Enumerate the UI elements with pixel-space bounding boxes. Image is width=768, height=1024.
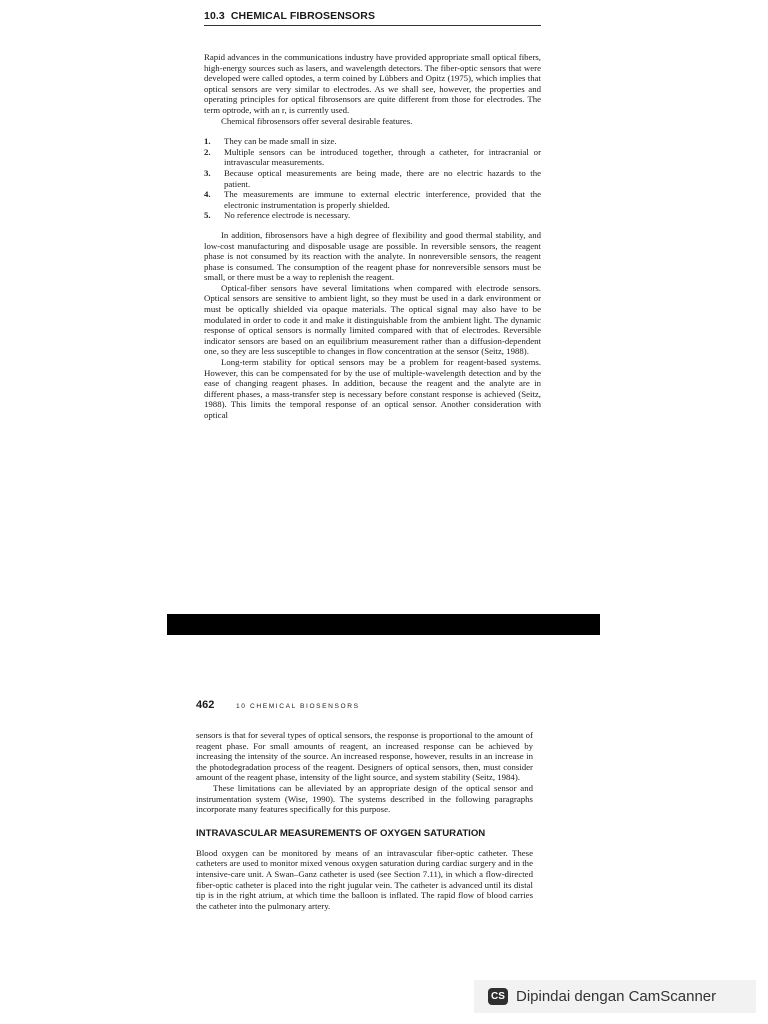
paragraph-alleviation: These limitations can be alleviated by an appropriate design of the optical sensor and instrumentation system (Wise, 1990). The systems described in the following paragraphs incorporate many features specifically for this purpose. <box>196 782 533 815</box>
camscanner-watermark <box>474 980 756 1013</box>
top-page <box>204 10 541 421</box>
features-list <box>204 136 541 221</box>
paragraph-limitations: Optical-fiber sensors have several limitations when compared with electrode sensors. Optical sensors are sensitive to ambient light, so they must be used in a dark environment or must be optically shielded via opaque materials. The optical signal may also have to be modulated in order to code it and make it distinguishable from the ambient light. The dynamic response of optical sensors is normally limited compared with that of electrodes. Reversible indicator sensors are based on an equilibrium measurement rather than a diffusion-dependent one, so they are less susceptible to changes in flow concentration at the sensor (Seitz, 1988). <box>204 282 541 357</box>
paragraph-advantages: In addition, fibrosensors have a high degree of flexibility and good thermal stability, and low-cost manufacturing and disposable usage are possible. In reversible sensors, the reagent phase is not consumed by its reaction with the analyte. In nonreversible sensors, the reagent phase is consumed. The consumption of the reagent phase for nonreversible sensors must be small, or there must be a way to replenish the reagent. <box>204 229 541 283</box>
paragraph-blood-oxygen: Blood oxygen can be monitored by means of an intravascular fiber-optic catheter. These catheters are used to monitor mixed venous oxygen saturation during cardiac surgery and in the intensive-care unit. A Swan–Ganz catheter is used (see Section 7.11), in which a flow-directed fiber-optic catheter is placed into the right jugular vein. The catheter is advanced until its distal tip is in the right atrium, at which time the balloon is inflated. The rapid flow of blood carries the catheter into the pulmonary artery. <box>196 847 533 911</box>
bottom-page <box>196 730 533 911</box>
camscanner-label: Dipindai dengan CamScanner <box>516 988 717 1005</box>
page-number: 462 <box>196 699 215 711</box>
subheading-oxygen-saturation: INTRAVASCULAR MEASUREMENTS OF OXYGEN SATURATION <box>196 827 486 839</box>
list-item: 1. They can be made small in size. <box>204 136 337 147</box>
running-head <box>196 699 536 711</box>
list-item: 3. Because optical measurements are being made, there are no electric hazards to the patient. <box>204 167 541 189</box>
camscanner-logo-icon: CS <box>488 988 508 1005</box>
list-item: 4. The measurements are immune to external electric interference, provided that the electronic instrumentation is properly shielded. <box>204 189 541 210</box>
paragraph-intro: Rapid advances in the communications industry have provided appropriate small optical fibers, high-energy sources such as lasers, and wavelength detectors. The fiber-optic sensors that were developed were called optodes, a term coined by Lübbers and Opitz (1975), which implies that optical sensors are very similar to electrodes. As we shall see, however, the properties and operating principles for optical fibrosensors are quite different from those for electrodes. The term optrode, with an r, is currently used. <box>204 52 541 115</box>
section-heading <box>204 10 541 26</box>
paragraph-stability: Long-term stability for optical sensors may be a problem for reagent-based systems. However, this can be compensated for by the use of multiple-wavelength detection and by the ease of changing reagent phases. In addition, because the reagent and the analyte are in different phases, a mass-transfer step is necessary before constant response is achieved (Seitz, 1988). This limits the temporal response of an optical sensor. Another consideration with optical <box>204 357 541 420</box>
paragraph-features-lead: Chemical fibrosensors offer several desirable features. <box>221 115 413 126</box>
page-divider-bar <box>167 614 600 635</box>
paragraph-continuation: sensors is that for several types of optical sensors, the response is proportional to the amount of reagent phase. For small amounts of reagent, an increased response can be achieved by increasing the intensity of the source. An increased response, however, results in an increase in the photodegradation process of the reagent. Designers of optical sensors, then, must consider amount of the reagent phase, intensity of the light source, and system stability (Seitz, 1984). <box>196 730 533 783</box>
chapter-title: 10 CHEMICAL BIOSENSORS <box>236 703 360 710</box>
section-number: 10.3 <box>204 10 225 22</box>
section-title: CHEMICAL FIBROSENSORS <box>230 10 376 22</box>
list-item: 2. Multiple sensors can be introduced together, through a catheter, for intracranial or intravascular measurements. <box>204 146 541 168</box>
list-item: 5. No reference electrode is necessary. <box>204 210 351 221</box>
